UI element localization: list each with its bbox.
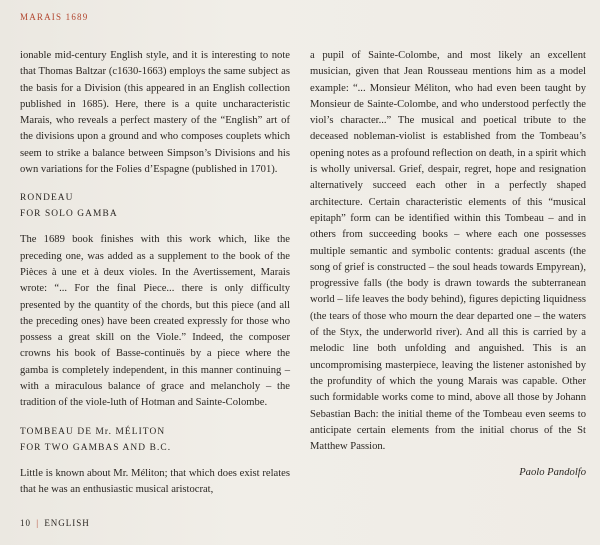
heading-title: TOMBEAU DE Mr. MÉLITON xyxy=(20,426,166,437)
heading-title: RONDEAU xyxy=(20,193,74,204)
heading-subtitle: FOR TWO GAMBAS AND B.C. xyxy=(20,442,172,453)
left-column xyxy=(20,48,290,508)
section-label: ENGLISH xyxy=(44,518,90,528)
right-paragraph-1: a pupil of Sainte-Colombe, and most likely an excellent musician, given that Jean Rousseau mentions him as a model example: “... Monsieur Méliton, who had even been taught by Monsieur de Sainte-Colombe, and who understood perfectly the viol’s character...” The musical and poetical tribute to the deceased nobleman-violist is established from the Tombeau’s opening notes as a profound reflection on death, in a spirit which is wholly universal. Grief, despair, regret, hope and resignation alternatively succeed each other in a perfectly shaped architecture. Certain characteristic elements of this “musical epitaph” form can be identified within this Tombeau – and in others from succeeding books – where each one possesses multiple semantic and symbolic contents: gradual ascents (the song of grief is constructed – the soul heads towards Empyrean), progressive falls (the body is drawn towards the subterranean world – life leaves the body behind), figures depicting liquidness (the tears of those who mourn the dear departed one – the waters of the Styx, the underworld river). And all this is carried by a melodic line both unfolding and anguished. This is an uncompromising masterpiece, leaving the listener astonished by the profundity of which the young Marais was capable. Other such formidable works come to mind, above all those by Johann Sebastian Bach: the initial theme of the Tombeau even seems to anticipate certain elements from the initial chorus of the St Matthew Passion. xyxy=(310,50,586,453)
running-head: MARAIS 1689 xyxy=(20,12,89,22)
left-paragraph-2: The 1689 book finishes with this work which, like the preceding one, was added as a supplement to the book of the Pièces à une et à deux violes. In the Avertissement, Marais wrote: “... For the final Piece... there is only difficulty presented by the quantity of the chords, but this piece (and all the preceding ones) have been created expressly for those who possess a great skill on the Viole.” Indeed, the composer crowns his book of Basse-continuës by a piece where the gamba is completely independent, in this manner continuing – with a miraculous balance of grace and melancholy – the tradition of the viole-luth of Hotman and Sainte-Colombe. xyxy=(20,234,290,409)
left-paragraph-1: ionable mid-century English style, and it is interesting to note that Thomas Baltzar (c1630-1663) employs the same subject as the basis for a Division (this appeared in an English collection published in 1685). Here, there is a quite uncharacteristic Marais, who reveals a perfect mastery of the “English” art of the divisions upon a ground and who composes couplets which seem to strike a balance between Simpson’s Divisions and his own variations for the Folies d’Espagne (published in 1701). xyxy=(20,50,290,176)
author-signature: Paolo Pandolfo xyxy=(519,467,586,479)
left-paragraph-3: Little is known about Mr. Méliton; that which does exist relates that he was an enthusiastic musical aristocrat, xyxy=(20,467,290,495)
page-footer xyxy=(20,518,90,528)
heading-subtitle: FOR SOLO GAMBA xyxy=(20,209,118,220)
section-heading-rondeau xyxy=(20,190,290,222)
right-column xyxy=(310,48,586,482)
footer-separator: | xyxy=(36,518,40,528)
page-number: 10 xyxy=(20,518,31,528)
section-heading-tombeau xyxy=(20,424,290,456)
